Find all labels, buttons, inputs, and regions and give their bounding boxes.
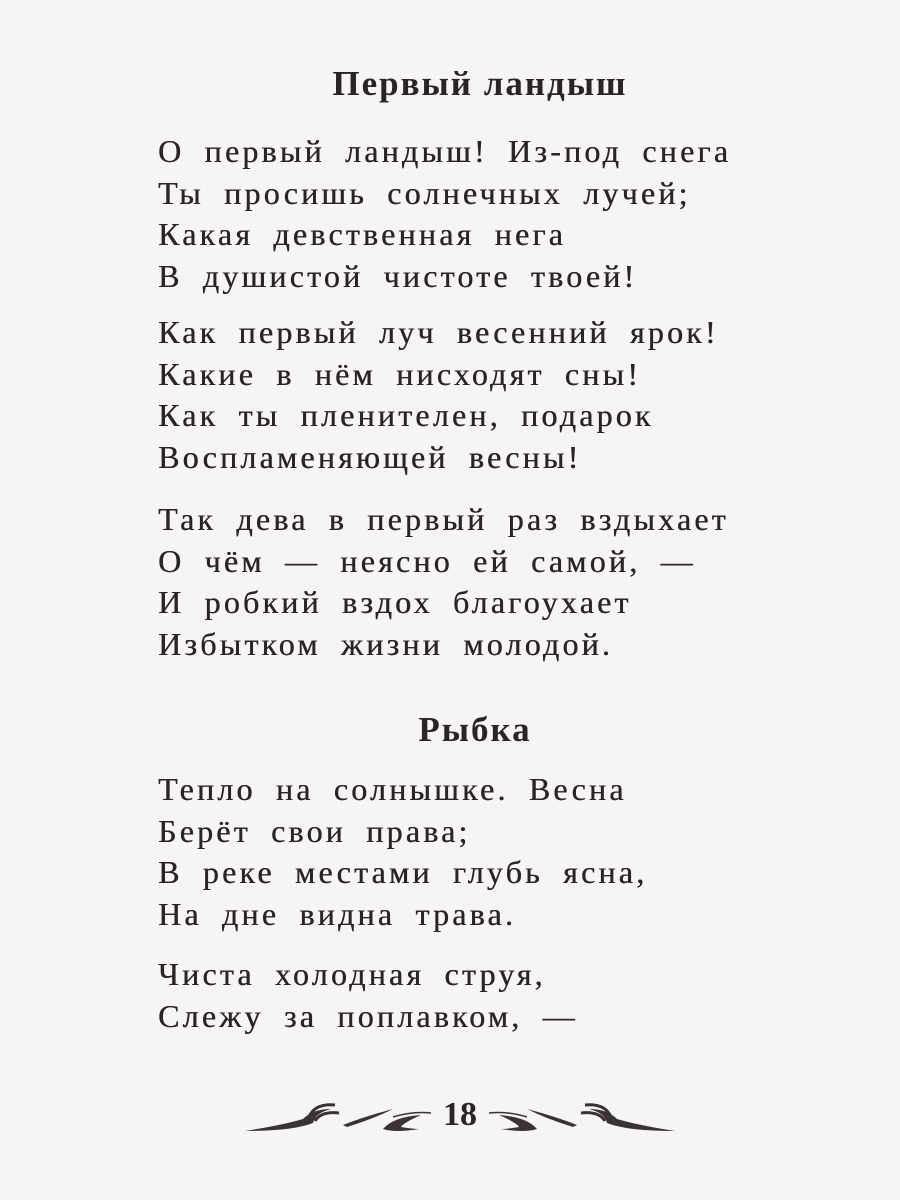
verse-line: В реке местами глубь ясна, bbox=[158, 854, 648, 890]
stanza bbox=[158, 769, 647, 935]
flourish-left-icon bbox=[243, 1095, 433, 1135]
flourish-right-icon bbox=[487, 1095, 677, 1135]
verse-line: И робкий вздох благоухает bbox=[158, 584, 632, 620]
verse-line: О первый ландыш! Из-под снега bbox=[158, 133, 732, 169]
verse-line: На дне видна трава. bbox=[158, 895, 517, 932]
verse-line: Тепло на солнышке. Весна bbox=[158, 771, 627, 807]
poem-title: Первый ландыш bbox=[332, 64, 628, 103]
page-footer bbox=[240, 1090, 680, 1140]
verse-line: Так дева в первый раз вздыхает bbox=[158, 501, 729, 537]
verse-line: Как первый луч весенний ярок! bbox=[158, 314, 719, 350]
verse-line: Как ты пленителен, подарок bbox=[158, 397, 654, 433]
verse-line: Ты просишь солнечных лучей; bbox=[158, 174, 691, 211]
verse-line: В душистой чистоте твоей! bbox=[158, 257, 638, 294]
stanza bbox=[158, 954, 578, 1037]
verse-line: Слежу за поплавком, — bbox=[158, 997, 578, 1034]
verse-line: Какие в нём нисходят сны! bbox=[158, 355, 642, 392]
verse-line: Берёт свои права; bbox=[158, 812, 471, 849]
verse-line: Воспламеняющей весны! bbox=[158, 438, 582, 475]
poem-title: Рыбка bbox=[418, 710, 532, 749]
stanza bbox=[158, 131, 731, 297]
verse-line: Чиста холодная струя, bbox=[158, 956, 546, 992]
verse-line: Какая девственная нега bbox=[158, 216, 567, 252]
verse-line: Избытком жизни молодой. bbox=[158, 625, 614, 662]
stanza bbox=[158, 499, 729, 665]
verse-line: О чём — неясно ей самой, — bbox=[158, 542, 696, 579]
page-number: 18 bbox=[443, 1096, 477, 1133]
stanza bbox=[158, 312, 719, 478]
